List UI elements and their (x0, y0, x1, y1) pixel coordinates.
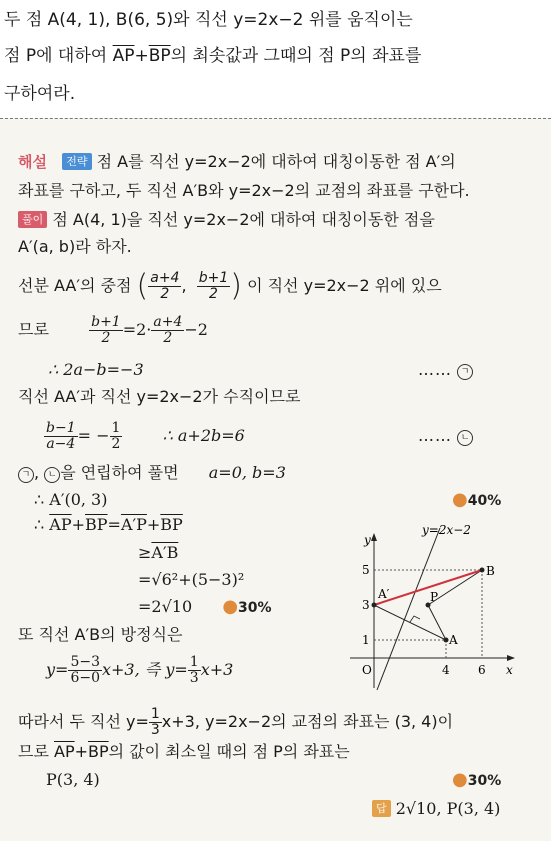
eq1-fraction-1: $\frac{b+1}{2}$ (91, 314, 121, 346)
eq3-fraction-1: $\frac{b-1}{a-4}$ (46, 420, 76, 452)
eq3-fraction-2: $\frac{1}{2}$ (111, 420, 121, 452)
line-eq-title: 또 직선 A′B의 방정식은 (18, 625, 183, 644)
equation-2: ∴ 2a−b=−3 (48, 360, 144, 379)
le-fraction-2: $\frac{1}{3}$ (189, 654, 199, 686)
mid-comma: , (181, 276, 187, 295)
mid-fraction-1: $\frac{a+4}{2}$ (150, 270, 180, 302)
strategy-tag: 전략 (62, 153, 91, 170)
tick-x6: 6 (478, 663, 486, 677)
line-label: y=2x−2 (422, 523, 471, 537)
problem-line-2 (4, 46, 421, 66)
segment-ab: A′B (151, 543, 179, 562)
eq3-result: ∴ a+2b=6 (162, 426, 245, 445)
point-a (444, 638, 449, 643)
right-angle-mark (410, 616, 420, 622)
inequality-line: ∴ $\overline{AP}+\overline{BP}=A'P+\overline{BP}$ (34, 515, 183, 534)
x-axis-arrow (507, 655, 515, 661)
solve-pre: 을 연립하여 풀면 (60, 463, 179, 482)
ge-line: ≥A′B (138, 543, 179, 562)
strategy-line-1 (18, 152, 456, 172)
origin-label: O (362, 663, 372, 677)
equation-3 (44, 416, 245, 456)
ineq-ap: $\overline{AP}$ (49, 515, 72, 534)
circle-label-1: ㄱ (457, 364, 473, 380)
haesol-label: 해설 (18, 153, 47, 171)
y-axis-label: y (364, 533, 371, 547)
answer-tag: 답 (372, 800, 391, 817)
puli-line-1 (18, 210, 435, 230)
answer-text: 2√10, P(3, 4) (395, 799, 501, 818)
final-line-2: 므로 $\overline{AP}+\overline{BP}$의 값이 최소일 때의 점 P의 좌표는 (18, 742, 350, 761)
answer-line (372, 799, 500, 819)
final-ap: $\overline{AP}$ (54, 742, 75, 761)
eq2-marker: …… ㄱ (418, 360, 473, 380)
eq3-mid: = − (77, 426, 110, 445)
solve-comma: , (34, 463, 40, 482)
solve-line (18, 463, 286, 483)
label-a: A (449, 633, 458, 647)
point-aprime (372, 603, 377, 608)
score-30a: 30% (238, 600, 272, 616)
mid-fraction-2: $\frac{b+1}{2}$ (198, 270, 229, 302)
right-paren: ) (230, 268, 242, 304)
problem-line-2-post: 의 최솟값과 그때의 점 P의 좌표를 (170, 46, 422, 66)
tick-x4: 4 (442, 663, 450, 677)
eq1-mid: =2· (122, 320, 152, 339)
strategy-text-1: 점 A를 직선 y=2x−2에 대하여 대칭이동한 점 A′의 (96, 152, 456, 171)
tick-y5: 5 (362, 563, 370, 577)
tick-y3: 3 (362, 598, 370, 612)
final-bp: $\overline{BP}$ (88, 742, 109, 761)
label-b: B (486, 564, 495, 578)
score-40: ●40% (452, 489, 502, 510)
y-axis-arrow (371, 533, 377, 541)
ineq-apr: A′P (120, 515, 147, 534)
segment-aprime-a (374, 605, 446, 640)
tick-y1: 1 (362, 633, 370, 647)
plus-sign: + (134, 46, 149, 66)
segment-bp: $\overline{BP}$ (148, 46, 171, 66)
eq1-fraction-2: $\frac{a+4}{2}$ (153, 314, 183, 346)
perpendicular-line: 직선 AA′과 직선 y=2x−2가 수직이므로 (18, 387, 301, 406)
strategy-line-2: 좌표를 구하고, 두 직선 A′B와 y=2x−2의 교점의 좌표를 구한다. (18, 181, 470, 200)
problem-line-3: 구하여라. (4, 84, 76, 104)
line-eq: y= $\frac{5-3}{6-0}$ x+3, 즉 y= $\frac{1}{3}$ x+3 (46, 654, 234, 686)
coordinate-graph (330, 518, 520, 698)
midpoint-pre: 선분 AA′의 중점 (18, 276, 132, 295)
label-aprime: A′ (378, 587, 390, 601)
le-fraction-1: $\frac{5-3}{6-0}$ (70, 654, 100, 686)
puli-tag: 풀이 (18, 211, 47, 228)
point-b (480, 568, 485, 573)
sqrt-line-2: =2√10 ●30% (138, 596, 272, 617)
left-paren: ( (136, 268, 149, 304)
a-prime-result: ∴ A′(0, 3) (34, 490, 108, 509)
circle-label-2: ㄴ (457, 430, 473, 446)
problem-line-2-pre: 점 P에 대하여 (4, 46, 113, 66)
solve-result: a=0, b=3 (208, 463, 286, 482)
midpoint-post: 이 직선 y=2x−2 위에 있으 (247, 276, 442, 295)
final-fraction: $\frac{1}{3}$ (150, 706, 160, 738)
eq1-lead: 므로 (18, 320, 49, 339)
label-p: P (430, 590, 439, 604)
segment-p-a (428, 605, 446, 640)
circle-ref-2: ㄴ (44, 467, 60, 483)
ineq-bp: $\overline{BP}$ (85, 515, 108, 534)
sqrt-line-1: =√6²+(5−3)² (138, 570, 245, 589)
midpoint-line (18, 268, 442, 305)
puli-text-1: 점 A(4, 1)을 직선 y=2x−2에 대하여 대칭이동한 점을 (52, 210, 435, 229)
final-line-1: 따라서 두 직선 y= $\frac{1}{3}$ x+3, y=2x−2의 교점의 좌표는 (3, 4)이 (18, 706, 454, 738)
x-axis-label: x (506, 663, 513, 677)
eq3-marker: …… ㄴ (418, 426, 473, 446)
p-result: P(3, 4) (46, 770, 100, 789)
puli-line-2: A′(a, b)라 하자. (18, 237, 132, 256)
ineq-bp2: $\overline{BP}$ (160, 515, 183, 534)
section-divider (0, 118, 551, 119)
score-30b: ●30% (452, 769, 502, 790)
problem-line-1: 두 점 A(4, 1), B(6, 5)와 직선 y=2x−2 위를 움직이는 (4, 10, 413, 30)
eq1-end: −2 (184, 320, 208, 339)
circle-ref-1: ㄱ (18, 467, 34, 483)
equation-1 (18, 312, 208, 348)
segment-aprime-b (374, 570, 482, 605)
segment-ap: $\overline{AP}$ (112, 46, 135, 66)
